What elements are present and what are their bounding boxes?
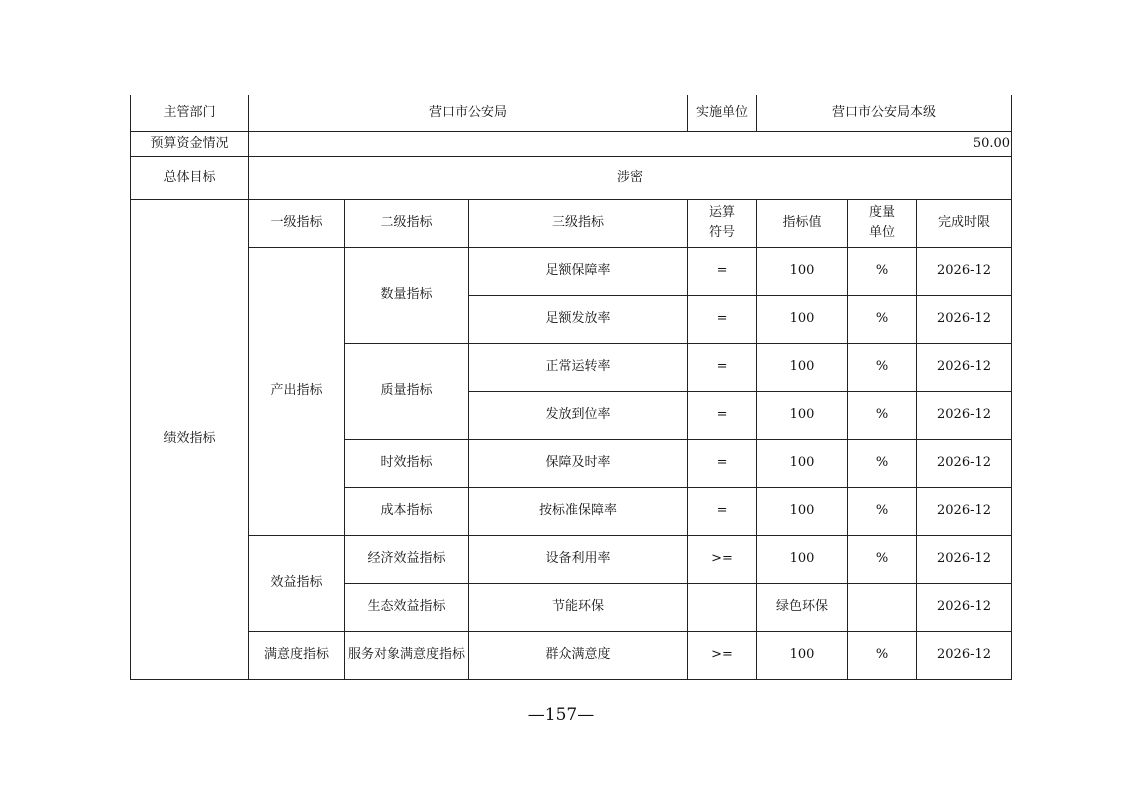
group-output: 产出指标 [249,247,345,535]
subgroup-quality: 质量指标 [345,343,469,439]
indicator-unit: % [848,631,917,679]
indicator-name: 足额保障率 [469,247,688,295]
unit-value: 营口市公安局本级 [757,95,1012,131]
indicator-unit: % [848,343,917,391]
indicator-operator: = [688,487,757,535]
indicator-unit: % [848,535,917,583]
col-unit-line2: 单位 [869,225,896,240]
group-benefit: 效益指标 [249,535,345,631]
indicator-operator: = [688,343,757,391]
col-operator-line2: 符号 [709,225,736,240]
indicator-value: 100 [757,439,848,487]
row-column-headers [131,199,1012,247]
indicator-unit: % [848,391,917,439]
indicator-unit [848,583,917,631]
indicator-unit: % [848,439,917,487]
perf-label: 绩效指标 [131,199,249,679]
row-goal [131,156,1012,199]
indicator-deadline: 2026-12 [917,391,1012,439]
indicator-operator: >= [688,631,757,679]
table-row [131,535,1012,583]
table-row [131,631,1012,679]
indicator-name: 发放到位率 [469,391,688,439]
indicator-deadline: 2026-12 [917,343,1012,391]
col-operator [688,199,757,247]
col-unit-line1: 度量 [869,205,896,220]
col-operator-line1: 运算 [709,205,736,220]
indicator-name: 正常运转率 [469,343,688,391]
budget-label: 预算资金情况 [131,131,249,156]
col-level2: 二级指标 [345,199,469,247]
subgroup-economic: 经济效益指标 [345,535,469,583]
indicator-operator: = [688,295,757,343]
indicator-value: 绿色环保 [757,583,848,631]
indicator-deadline: 2026-12 [917,583,1012,631]
indicator-name: 保障及时率 [469,439,688,487]
row-department [131,95,1012,131]
indicator-deadline: 2026-12 [917,535,1012,583]
page-number: —157— [527,705,595,725]
group-satisfaction: 满意度指标 [249,631,345,679]
subgroup-timeliness: 时效指标 [345,439,469,487]
subgroup-ecological: 生态效益指标 [345,583,469,631]
subgroup-cost: 成本指标 [345,487,469,535]
indicator-value: 100 [757,487,848,535]
indicator-value: 100 [757,535,848,583]
indicator-deadline: 2026-12 [917,631,1012,679]
subgroup-quantity: 数量指标 [345,247,469,343]
row-budget [131,131,1012,156]
budget-value: 50.00 [249,131,1012,156]
indicator-value: 100 [757,343,848,391]
indicator-operator: = [688,439,757,487]
indicator-name: 按标准保障率 [469,487,688,535]
col-deadline: 完成时限 [917,199,1012,247]
col-level3: 三级指标 [469,199,688,247]
indicator-name: 群众满意度 [469,631,688,679]
indicator-value: 100 [757,391,848,439]
indicator-value: 100 [757,631,848,679]
indicator-value: 100 [757,295,848,343]
indicator-deadline: 2026-12 [917,439,1012,487]
goal-label: 总体目标 [131,156,249,199]
indicator-name: 设备利用率 [469,535,688,583]
indicator-unit: % [848,247,917,295]
table-row [131,247,1012,295]
subgroup-service: 服务对象满意度指标 [345,631,469,679]
indicator-deadline: 2026-12 [917,295,1012,343]
performance-table [130,95,1012,680]
col-unit [848,199,917,247]
col-value: 指标值 [757,199,848,247]
indicator-name: 足额发放率 [469,295,688,343]
indicator-deadline: 2026-12 [917,247,1012,295]
goal-value: 涉密 [249,156,1012,199]
indicator-operator: = [688,247,757,295]
dept-value: 营口市公安局 [249,95,688,131]
col-level1: 一级指标 [249,199,345,247]
dept-label: 主管部门 [131,95,249,131]
indicator-unit: % [848,487,917,535]
indicator-operator [688,583,757,631]
indicator-operator: >= [688,535,757,583]
indicator-unit: % [848,295,917,343]
indicator-deadline: 2026-12 [917,487,1012,535]
indicator-value: 100 [757,247,848,295]
indicator-operator: = [688,391,757,439]
indicator-name: 节能环保 [469,583,688,631]
unit-label: 实施单位 [688,95,757,131]
